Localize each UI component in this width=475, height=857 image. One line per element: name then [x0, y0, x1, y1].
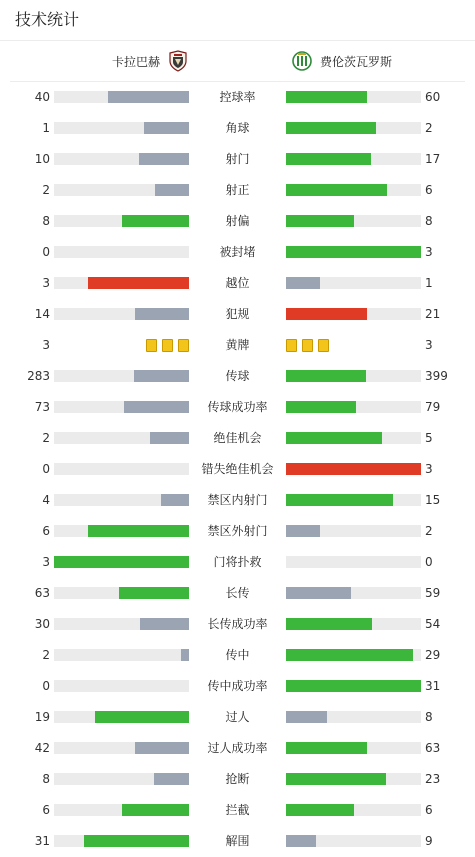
home-value: 283	[27, 369, 50, 383]
stat-row	[0, 733, 475, 764]
stat-label: 射偏	[225, 214, 250, 228]
home-value: 8	[42, 214, 50, 228]
home-bar-track	[54, 525, 189, 537]
away-bar	[286, 618, 372, 630]
ferencvaros-crest-icon	[292, 50, 312, 72]
home-bar-track	[54, 835, 189, 847]
home-value: 3	[42, 338, 50, 352]
away-bar	[286, 246, 421, 258]
away-bar	[286, 773, 386, 785]
home-bar-track	[54, 680, 189, 692]
home-bar	[135, 742, 189, 754]
home-bar-track	[54, 463, 189, 475]
stat-label: 过人	[225, 710, 250, 724]
home-bar	[122, 804, 190, 816]
away-bar	[286, 308, 367, 320]
away-bar	[286, 587, 351, 599]
away-value: 60	[425, 90, 441, 104]
stat-row	[0, 702, 475, 733]
stat-label: 角球	[225, 121, 250, 135]
stat-row	[0, 795, 475, 826]
stat-row	[0, 206, 475, 237]
home-bar	[144, 122, 189, 134]
stat-row	[0, 578, 475, 609]
away-value: 3	[425, 245, 433, 259]
away-bar-track	[286, 215, 421, 227]
away-value: 29	[425, 648, 441, 662]
away-bar	[286, 680, 421, 692]
stat-label: 解围	[225, 834, 250, 848]
away-bar-track	[286, 680, 421, 692]
home-bar	[155, 184, 189, 196]
stat-row	[0, 516, 475, 547]
away-bar-track	[286, 184, 421, 196]
away-bar-track	[286, 525, 421, 537]
home-value: 63	[34, 586, 50, 600]
home-bar	[134, 370, 189, 382]
home-value: 3	[42, 555, 50, 569]
home-value: 14	[34, 307, 50, 321]
teams-header	[10, 41, 465, 82]
stat-row	[0, 268, 475, 299]
away-bar	[286, 711, 327, 723]
away-bar	[286, 649, 413, 661]
home-bar-track	[54, 308, 189, 320]
stat-label: 被封堵	[219, 245, 256, 259]
stat-label: 控球率	[219, 90, 256, 104]
home-bar	[161, 494, 189, 506]
home-value: 1	[42, 121, 50, 135]
stat-row	[0, 361, 475, 392]
away-value: 63	[425, 741, 441, 755]
home-bar	[124, 401, 189, 413]
stat-row	[0, 423, 475, 454]
away-bar-track	[286, 587, 421, 599]
home-bar	[119, 587, 189, 599]
stat-label: 禁区内射门	[207, 493, 268, 507]
away-bar-track	[286, 773, 421, 785]
home-bar-track	[54, 184, 189, 196]
home-bar	[108, 91, 189, 103]
stat-label: 禁区外射门	[207, 524, 268, 538]
away-value: 31	[425, 679, 441, 693]
home-bar	[122, 215, 190, 227]
stat-row	[0, 826, 475, 857]
home-value: 2	[42, 183, 50, 197]
home-team-name: 卡拉巴赫	[111, 54, 160, 69]
home-team[interactable]	[112, 41, 188, 81]
home-bar-track	[54, 587, 189, 599]
stat-label: 射门	[225, 152, 250, 166]
home-bar-track	[54, 91, 189, 103]
away-value: 17	[425, 152, 441, 166]
away-bar-track	[286, 804, 421, 816]
home-bar	[154, 773, 189, 785]
away-value: 2	[425, 524, 433, 538]
stat-label: 过人成功率	[207, 741, 268, 755]
home-bar	[150, 432, 189, 444]
stat-label: 长传成功率	[207, 617, 268, 631]
qarabag-crest-icon	[168, 50, 188, 72]
stat-label: 射正	[225, 183, 250, 197]
away-bar-track	[286, 91, 421, 103]
away-bar-track	[286, 277, 421, 289]
home-bar-track	[54, 556, 189, 568]
away-bar	[286, 525, 320, 537]
away-bar	[286, 401, 356, 413]
away-bar-track	[286, 494, 421, 506]
home-value: 8	[42, 772, 50, 786]
home-value: 30	[34, 617, 50, 631]
home-bar-track	[54, 773, 189, 785]
home-bar-track	[54, 494, 189, 506]
home-bar-track	[54, 401, 189, 413]
away-bar	[286, 122, 376, 134]
home-bar-track	[54, 246, 189, 258]
away-value: 8	[425, 710, 433, 724]
stat-row	[0, 175, 475, 206]
away-bar-track	[286, 370, 421, 382]
home-bar-track	[54, 618, 189, 630]
away-value: 3	[425, 462, 433, 476]
yellow-card-icon	[178, 339, 189, 352]
yellow-card-icon	[302, 339, 313, 352]
away-bar-track	[286, 835, 421, 847]
page-title: 技术统计	[0, 0, 475, 41]
stat-label: 错失绝佳机会	[201, 462, 274, 476]
home-value: 4	[42, 493, 50, 507]
home-value: 73	[34, 400, 50, 414]
stat-row	[0, 764, 475, 795]
home-cards	[146, 339, 189, 352]
yellow-card-icon	[146, 339, 157, 352]
home-bar	[140, 618, 189, 630]
away-bar-track	[286, 122, 421, 134]
home-value: 0	[42, 245, 50, 259]
home-bar-track	[54, 277, 189, 289]
home-bar-track	[54, 711, 189, 723]
home-value: 3	[42, 276, 50, 290]
away-bar-track	[286, 463, 421, 475]
stat-row	[0, 609, 475, 640]
away-bar-track	[286, 246, 421, 258]
stat-label: 传球成功率	[207, 400, 268, 414]
away-bar	[286, 277, 320, 289]
home-value: 6	[42, 524, 50, 538]
away-bar-track	[286, 401, 421, 413]
away-bar	[286, 91, 367, 103]
home-bar-track	[54, 432, 189, 444]
away-bar-track	[286, 742, 421, 754]
stat-row	[0, 640, 475, 671]
away-bar-track	[286, 556, 421, 568]
away-bar	[286, 742, 367, 754]
away-value: 6	[425, 183, 433, 197]
away-value: 15	[425, 493, 441, 507]
home-bar-track	[54, 742, 189, 754]
home-bar	[84, 835, 189, 847]
home-value: 10	[34, 152, 50, 166]
home-bar-track	[54, 122, 189, 134]
away-bar-track	[286, 308, 421, 320]
away-value: 1	[425, 276, 433, 290]
stat-row	[0, 144, 475, 175]
away-value: 0	[425, 555, 433, 569]
stat-row	[0, 237, 475, 268]
away-bar-track	[286, 432, 421, 444]
home-bar	[95, 711, 190, 723]
stat-row	[0, 454, 475, 485]
away-bar	[286, 215, 354, 227]
home-bar-track	[54, 804, 189, 816]
home-bar	[54, 556, 189, 568]
stat-label: 犯规	[225, 307, 250, 321]
home-value: 19	[34, 710, 50, 724]
yellow-card-icon	[318, 339, 329, 352]
home-bar	[139, 153, 189, 165]
stat-row	[0, 392, 475, 423]
stat-row	[0, 547, 475, 578]
yellow-card-icon	[162, 339, 173, 352]
stat-row	[0, 82, 475, 113]
away-bar	[286, 463, 421, 475]
away-value: 399	[425, 369, 448, 383]
away-value: 3	[425, 338, 433, 352]
stat-label: 传中成功率	[207, 679, 268, 693]
away-bar	[286, 370, 366, 382]
away-value: 6	[425, 803, 433, 817]
away-bar-track	[286, 711, 421, 723]
home-value: 6	[42, 803, 50, 817]
home-value: 0	[42, 679, 50, 693]
away-value: 8	[425, 214, 433, 228]
home-bar	[88, 277, 189, 289]
away-bar-track	[286, 153, 421, 165]
away-bar-track	[286, 649, 421, 661]
stat-label: 门将扑救	[213, 555, 262, 569]
away-team-name: 费伦茨瓦罗斯	[320, 54, 393, 69]
away-value: 2	[425, 121, 433, 135]
away-value: 9	[425, 834, 433, 848]
stat-row	[0, 485, 475, 516]
away-bar	[286, 432, 382, 444]
home-value: 0	[42, 462, 50, 476]
away-value: 79	[425, 400, 441, 414]
away-value: 54	[425, 617, 441, 631]
home-value: 42	[34, 741, 50, 755]
stat-row	[0, 671, 475, 702]
stat-label: 传中	[225, 648, 250, 662]
home-value: 2	[42, 648, 50, 662]
away-cards	[286, 339, 329, 352]
stat-label: 拦截	[225, 803, 250, 817]
stat-label: 绝佳机会	[213, 431, 262, 445]
away-value: 23	[425, 772, 441, 786]
home-bar-track	[54, 215, 189, 227]
home-bar	[135, 308, 189, 320]
away-bar	[286, 184, 387, 196]
stat-row	[0, 330, 475, 361]
away-bar	[286, 494, 393, 506]
home-bar-track	[54, 370, 189, 382]
home-value: 31	[34, 834, 50, 848]
stat-label: 传球	[225, 369, 250, 383]
away-value: 5	[425, 431, 433, 445]
stat-label: 越位	[225, 276, 250, 290]
home-bar-track	[54, 153, 189, 165]
home-bar-track	[54, 649, 189, 661]
stat-row	[0, 299, 475, 330]
away-bar	[286, 153, 371, 165]
yellow-card-icon	[286, 339, 297, 352]
home-bar	[181, 649, 189, 661]
stat-label: 长传	[225, 586, 250, 600]
stats-list	[0, 82, 475, 857]
home-value: 2	[42, 431, 50, 445]
away-bar-track	[286, 618, 421, 630]
away-bar	[286, 835, 316, 847]
away-team[interactable]	[292, 41, 392, 81]
home-value: 40	[34, 90, 50, 104]
stat-label: 抢断	[225, 772, 250, 786]
stat-row	[0, 113, 475, 144]
away-value: 59	[425, 586, 441, 600]
home-bar	[88, 525, 189, 537]
stat-label: 黄牌	[225, 338, 250, 352]
away-bar	[286, 804, 354, 816]
away-value: 21	[425, 307, 441, 321]
